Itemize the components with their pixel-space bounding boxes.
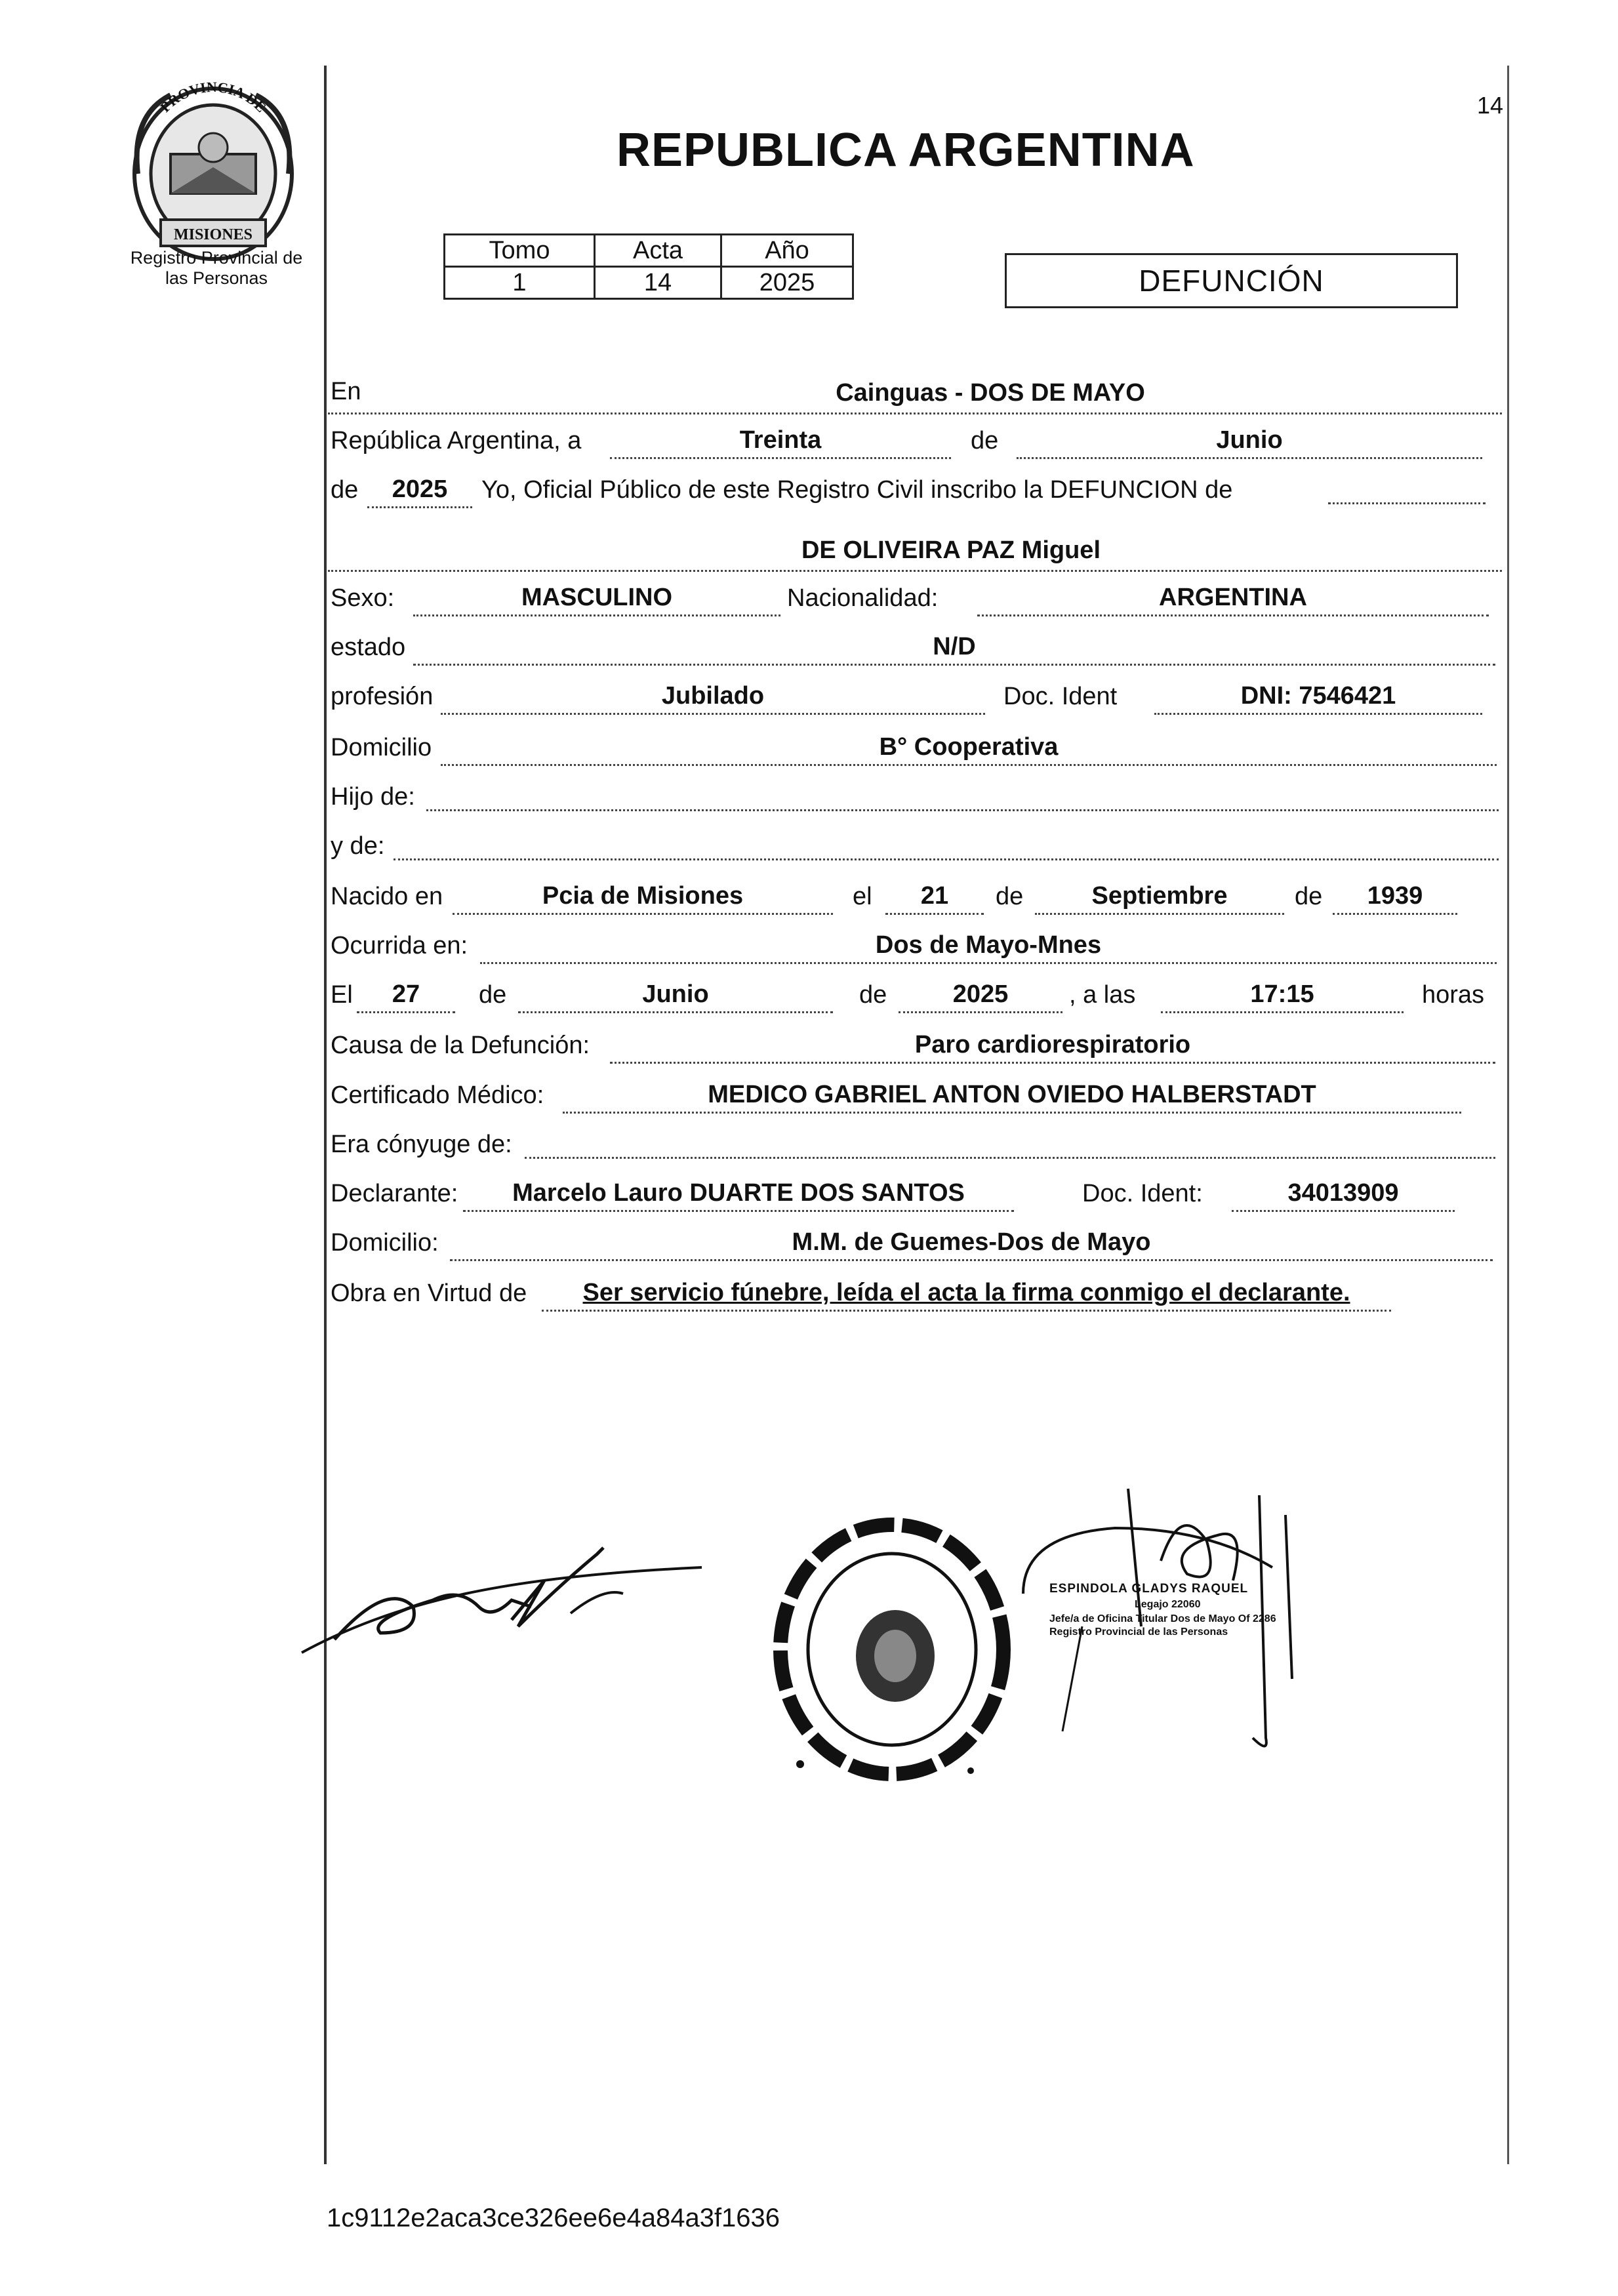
hijo-dotfill xyxy=(426,809,1499,811)
doc-ident2-label: Doc. Ident: xyxy=(1082,1180,1203,1207)
profesion-value: Jubilado xyxy=(441,682,985,715)
death-day-value: 27 xyxy=(357,980,455,1013)
de2-label: de xyxy=(331,476,359,504)
row-date xyxy=(328,413,1502,462)
page-title: REPUBLICA ARGENTINA xyxy=(617,124,1195,176)
year-row-dotfill xyxy=(1328,502,1486,504)
nacido-label: Nacido en xyxy=(331,883,443,910)
registry-label-line2: las Personas xyxy=(165,268,268,288)
el2-label: El xyxy=(331,981,353,1009)
row-domicilio-declarante xyxy=(328,1215,1502,1264)
reference-value-row xyxy=(445,267,853,299)
de5-label: de xyxy=(479,981,507,1009)
emblem-text-bottom: MISIONES xyxy=(173,226,253,243)
row-estado xyxy=(328,620,1502,668)
profesion-label: profesión xyxy=(331,683,434,710)
emblem-text-top: PROVINCIA DE xyxy=(157,78,270,115)
obra-label: Obra en Virtud de xyxy=(331,1279,527,1307)
certificado-value: MEDICO GABRIEL ANTON OVIEDO HALBERSTADT xyxy=(563,1081,1461,1114)
causa-value: Paro cardiorespiratorio xyxy=(610,1031,1495,1064)
inscribo-text: Yo, Oficial Público de este Registro Civil inscribo la DEFUNCION de xyxy=(481,476,1233,504)
obra-value: Ser servicio fúnebre, leída el acta la firma conmigo el declarante. xyxy=(542,1279,1391,1312)
declarante-doc-value: 34013909 xyxy=(1232,1179,1455,1212)
left-margin-rule xyxy=(324,66,327,2164)
doc-ident-label: Doc. Ident xyxy=(1003,683,1118,710)
registrar-name: ESPINDOLA GLADYS RAQUEL xyxy=(1049,1582,1249,1596)
ocurrida-en-value: Dos de Mayo-Mnes xyxy=(480,931,1497,964)
deceased-name: DE OLIVEIRA PAZ Miguel xyxy=(801,536,1101,564)
sexo-label: Sexo: xyxy=(331,584,395,612)
causa-label: Causa de la Defunción: xyxy=(331,1032,590,1059)
registrar-role: Jefe/a de Oficina Titular Dos de Mayo Of 2286 xyxy=(1049,1613,1276,1624)
sexo-value: MASCULINO xyxy=(413,584,780,616)
domicilio-value: B° Cooperativa xyxy=(441,733,1497,766)
row-deceased-name xyxy=(328,521,1502,572)
declarante-label: Declarante: xyxy=(331,1180,458,1207)
row-y-de xyxy=(328,818,1502,867)
y-de-label: y de: xyxy=(331,832,385,860)
nacionalidad-label: Nacionalidad: xyxy=(787,584,939,612)
birth-year-value: 1939 xyxy=(1333,882,1457,915)
birth-day-value: 21 xyxy=(885,882,984,915)
row-causa xyxy=(328,1018,1502,1066)
domicilio-label: Domicilio xyxy=(331,734,432,761)
row-sexo xyxy=(328,571,1502,619)
day-words-value: Treinta xyxy=(610,426,951,459)
row-obra xyxy=(328,1266,1502,1314)
registry-label xyxy=(92,248,341,289)
alas-label: , a las xyxy=(1069,981,1136,1009)
nacido-en-value: Pcia de Misiones xyxy=(453,882,833,915)
anio-header: Año xyxy=(721,235,853,267)
tomo-header: Tomo xyxy=(445,235,595,267)
year-value: 2025 xyxy=(367,475,472,508)
registry-label-line1: Registro Provincial de xyxy=(130,248,303,268)
death-year-value: 2025 xyxy=(899,980,1062,1013)
month-value: Junio xyxy=(1017,426,1482,459)
declarante-value: Marcelo Lauro DUARTE DOS SANTOS xyxy=(463,1179,1014,1212)
row-certificado xyxy=(328,1068,1502,1116)
row-declarante xyxy=(328,1166,1502,1215)
document-hash: 1c9112e2aca3ce326ee6e4a84a3f1636 xyxy=(327,2204,780,2232)
horas-label: horas xyxy=(1422,981,1485,1009)
reference-header-row xyxy=(445,235,853,267)
en-label: En xyxy=(331,378,361,405)
right-margin-rule xyxy=(1507,66,1509,2164)
row-profesion xyxy=(328,669,1502,717)
doc-ident-value: DNI: 7546421 xyxy=(1154,682,1482,715)
de3-label: de xyxy=(996,883,1024,910)
el-label: el xyxy=(853,883,872,910)
document-type-box: DEFUNCIÓN xyxy=(1005,253,1458,308)
row-nacido xyxy=(328,869,1502,917)
birth-month-value: Septiembre xyxy=(1035,882,1284,915)
estado-value: N/D xyxy=(413,633,1495,666)
de6-label: de xyxy=(859,981,887,1009)
y-de-dotfill xyxy=(394,858,1499,860)
domicilio2-label: Domicilio: xyxy=(331,1229,439,1257)
row-year xyxy=(328,462,1502,511)
official-seal-icon xyxy=(754,1502,1030,1797)
row-domicilio xyxy=(328,720,1502,769)
nacionalidad-value: ARGENTINA xyxy=(977,584,1489,616)
row-hijo xyxy=(328,769,1502,818)
death-time-value: 17:15 xyxy=(1161,980,1404,1013)
row-en xyxy=(328,364,1502,414)
en-value: Cainguas - DOS DE MAYO xyxy=(836,379,1145,407)
de4-label: de xyxy=(1295,883,1323,910)
reference-table xyxy=(443,233,854,300)
ocurrida-label: Ocurrida en: xyxy=(331,932,468,959)
tomo-value: 1 xyxy=(445,267,595,299)
declarante-domicilio-value: M.M. de Guemes-Dos de Mayo xyxy=(450,1228,1493,1261)
estado-label: estado xyxy=(331,634,406,661)
row-ocurrida xyxy=(328,918,1502,967)
conyuge-dotfill xyxy=(525,1157,1495,1159)
page-number: 14 xyxy=(1477,92,1504,119)
date-label: República Argentina, a xyxy=(331,427,582,454)
registrar-office: Registro Provincial de las Personas xyxy=(1049,1626,1228,1638)
provincial-emblem-icon xyxy=(125,75,302,266)
certificado-label: Certificado Médico: xyxy=(331,1081,544,1109)
anio-value: 2025 xyxy=(721,267,853,299)
death-month-value: Junio xyxy=(518,980,833,1013)
row-death-date xyxy=(328,967,1502,1016)
row-conyuge xyxy=(328,1117,1502,1165)
acta-header: Acta xyxy=(595,235,721,267)
declarant-signature-icon xyxy=(295,1508,715,1679)
registrar-legajo: Legajo 22060 xyxy=(1135,1599,1201,1610)
de-label: de xyxy=(971,427,999,454)
conyuge-label: Era cónyuge de: xyxy=(331,1131,512,1158)
acta-value: 14 xyxy=(595,267,721,299)
hijo-label: Hijo de: xyxy=(331,783,415,811)
